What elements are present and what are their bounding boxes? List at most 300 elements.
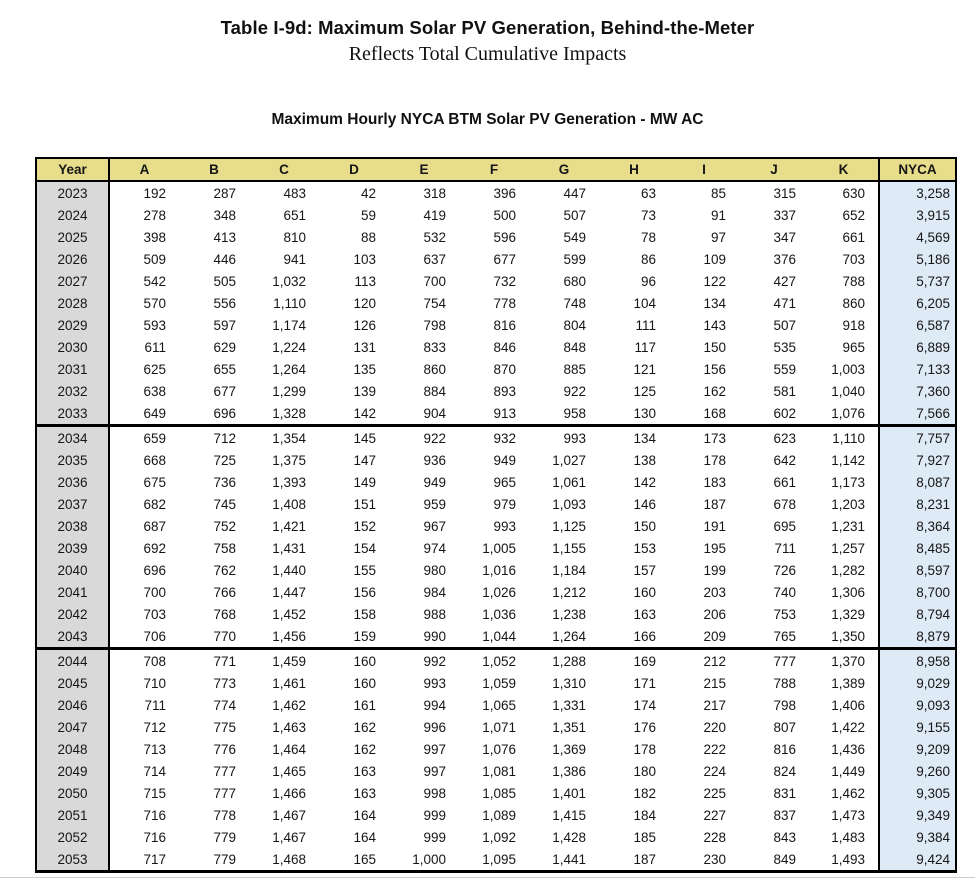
year-cell: 2032 bbox=[36, 380, 109, 402]
value-cell: 997 bbox=[423, 763, 446, 779]
table-heading: Maximum Hourly NYCA BTM Solar PV Generation - MW AC bbox=[271, 111, 704, 128]
value-cell: 174 bbox=[633, 697, 656, 713]
value-cell: 1,076 bbox=[482, 741, 516, 757]
value-cell: 748 bbox=[563, 295, 586, 311]
value-cell: 798 bbox=[773, 697, 796, 713]
table-row bbox=[36, 848, 956, 872]
value-cell: 131 bbox=[353, 339, 376, 355]
value-cell: 509 bbox=[143, 251, 166, 267]
value-cell: 227 bbox=[703, 807, 726, 823]
nyca-cell: 5,186 bbox=[879, 248, 956, 270]
value-cell: 1,354 bbox=[249, 426, 319, 450]
value-cell: 1,224 bbox=[272, 339, 306, 355]
value-cell: 376 bbox=[773, 251, 796, 267]
value-cell: 1,467 bbox=[272, 807, 306, 823]
value-cell: 692 bbox=[143, 540, 166, 556]
nyca-cell: 9,349 bbox=[879, 804, 956, 826]
value-cell: 996 bbox=[423, 719, 446, 735]
value-cell: 1,264 bbox=[272, 361, 306, 377]
value-cell: 176 bbox=[633, 719, 656, 735]
value-cell: 1,142 bbox=[831, 452, 865, 468]
value-cell: 1,389 bbox=[831, 675, 865, 691]
value-cell: 1,173 bbox=[831, 474, 865, 490]
value-cell: 762 bbox=[213, 562, 236, 578]
value-cell: 185 bbox=[633, 829, 656, 845]
value-cell: 661 bbox=[773, 474, 796, 490]
nyca-cell: 8,700 bbox=[879, 581, 956, 603]
page-title: Table I-9d: Maximum Solar PV Generation, Behind-the-Meter bbox=[220, 17, 755, 38]
value-cell: 287 bbox=[213, 185, 236, 201]
year-cell: 2044 bbox=[36, 649, 109, 673]
nyca-cell: 9,260 bbox=[879, 760, 956, 782]
value-cell: 184 bbox=[633, 807, 656, 823]
table-row bbox=[36, 402, 956, 426]
table-row bbox=[36, 694, 956, 716]
value-cell: 596 bbox=[493, 229, 516, 245]
value-cell: 180 bbox=[633, 763, 656, 779]
value-cell: 1,203 bbox=[831, 496, 865, 512]
value-cell: 695 bbox=[773, 518, 796, 534]
value-cell: 700 bbox=[423, 273, 446, 289]
value-cell: 483 bbox=[283, 185, 306, 201]
col-header-nyca: NYCA bbox=[879, 158, 956, 181]
value-cell: 984 bbox=[423, 584, 446, 600]
value-cell: 278 bbox=[143, 207, 166, 223]
value-cell: 1,264 bbox=[552, 628, 586, 644]
value-cell: 745 bbox=[213, 496, 236, 512]
nyca-cell: 5,737 bbox=[879, 270, 956, 292]
table-row bbox=[36, 782, 956, 804]
year-cell: 2047 bbox=[36, 716, 109, 738]
value-cell: 1,449 bbox=[831, 763, 865, 779]
value-cell: 936 bbox=[423, 452, 446, 468]
year-cell: 2043 bbox=[36, 625, 109, 649]
value-cell: 122 bbox=[703, 273, 726, 289]
value-cell: 160 bbox=[633, 584, 656, 600]
nyca-cell: 8,231 bbox=[879, 493, 956, 515]
value-cell: 154 bbox=[353, 540, 376, 556]
value-cell: 771 bbox=[179, 649, 249, 673]
year-cell: 2038 bbox=[36, 515, 109, 537]
value-cell: 337 bbox=[773, 207, 796, 223]
value-cell: 1,093 bbox=[552, 496, 586, 512]
value-cell: 649 bbox=[143, 405, 166, 421]
value-cell: 157 bbox=[633, 562, 656, 578]
year-cell: 2052 bbox=[36, 826, 109, 848]
value-cell: 999 bbox=[423, 807, 446, 823]
value-cell: 710 bbox=[143, 675, 166, 691]
value-cell: 1,328 bbox=[272, 405, 306, 421]
col-header-b: B bbox=[179, 158, 249, 181]
nyca-cell: 8,485 bbox=[879, 537, 956, 559]
value-cell: 1,016 bbox=[482, 562, 516, 578]
value-cell: 726 bbox=[773, 562, 796, 578]
value-cell: 638 bbox=[143, 383, 166, 399]
value-cell: 104 bbox=[633, 295, 656, 311]
table-row bbox=[36, 559, 956, 581]
value-cell: 1,461 bbox=[272, 675, 306, 691]
value-cell: 134 bbox=[703, 295, 726, 311]
value-cell: 209 bbox=[703, 628, 726, 644]
table-row bbox=[36, 581, 956, 603]
table-row bbox=[36, 204, 956, 226]
value-cell: 602 bbox=[773, 405, 796, 421]
value-cell: 765 bbox=[773, 628, 796, 644]
value-cell: 169 bbox=[599, 649, 669, 673]
value-cell: 1,386 bbox=[552, 763, 586, 779]
value-cell: 1,408 bbox=[272, 496, 306, 512]
value-cell: 109 bbox=[703, 251, 726, 267]
value-cell: 507 bbox=[773, 317, 796, 333]
value-cell: 831 bbox=[773, 785, 796, 801]
value-cell: 1,452 bbox=[272, 606, 306, 622]
value-cell: 59 bbox=[360, 207, 376, 223]
value-cell: 103 bbox=[353, 251, 376, 267]
value-cell: 885 bbox=[563, 361, 586, 377]
value-cell: 1,110 bbox=[809, 426, 879, 450]
value-cell: 192 bbox=[143, 185, 166, 201]
value-cell: 120 bbox=[353, 295, 376, 311]
value-cell: 549 bbox=[563, 229, 586, 245]
col-header-d: D bbox=[319, 158, 389, 181]
value-cell: 155 bbox=[353, 562, 376, 578]
nyca-cell: 6,889 bbox=[879, 336, 956, 358]
value-cell: 91 bbox=[710, 207, 726, 223]
value-cell: 715 bbox=[143, 785, 166, 801]
value-cell: 593 bbox=[143, 317, 166, 333]
value-cell: 156 bbox=[703, 361, 726, 377]
value-cell: 708 bbox=[109, 649, 179, 673]
value-cell: 993 bbox=[423, 675, 446, 691]
value-cell: 833 bbox=[423, 339, 446, 355]
col-header-c: C bbox=[249, 158, 319, 181]
table-row bbox=[36, 537, 956, 559]
value-cell: 804 bbox=[563, 317, 586, 333]
value-cell: 126 bbox=[353, 317, 376, 333]
nyca-cell: 8,958 bbox=[879, 649, 956, 673]
value-cell: 1,440 bbox=[272, 562, 306, 578]
table-row bbox=[36, 672, 956, 694]
value-cell: 597 bbox=[213, 317, 236, 333]
value-cell: 696 bbox=[143, 562, 166, 578]
nyca-cell: 7,360 bbox=[879, 380, 956, 402]
value-cell: 199 bbox=[703, 562, 726, 578]
value-cell: 1,468 bbox=[272, 851, 306, 867]
value-cell: 652 bbox=[842, 207, 865, 223]
value-cell: 86 bbox=[640, 251, 656, 267]
table-row bbox=[36, 449, 956, 471]
year-cell: 2029 bbox=[36, 314, 109, 336]
value-cell: 206 bbox=[703, 606, 726, 622]
value-cell: 637 bbox=[423, 251, 446, 267]
nyca-cell: 7,133 bbox=[879, 358, 956, 380]
year-cell: 2041 bbox=[36, 581, 109, 603]
value-cell: 816 bbox=[493, 317, 516, 333]
table-row bbox=[36, 358, 956, 380]
value-cell: 163 bbox=[353, 763, 376, 779]
value-cell: 754 bbox=[423, 295, 446, 311]
value-cell: 542 bbox=[143, 273, 166, 289]
value-cell: 135 bbox=[353, 361, 376, 377]
value-cell: 860 bbox=[842, 295, 865, 311]
value-cell: 160 bbox=[353, 675, 376, 691]
value-cell: 675 bbox=[143, 474, 166, 490]
value-cell: 171 bbox=[633, 675, 656, 691]
year-cell: 2051 bbox=[36, 804, 109, 826]
value-cell: 159 bbox=[353, 628, 376, 644]
value-cell: 599 bbox=[563, 251, 586, 267]
value-cell: 779 bbox=[213, 829, 236, 845]
year-cell: 2025 bbox=[36, 226, 109, 248]
year-cell: 2045 bbox=[36, 672, 109, 694]
nyca-cell: 9,305 bbox=[879, 782, 956, 804]
value-cell: 775 bbox=[213, 719, 236, 735]
table-body bbox=[36, 181, 956, 872]
value-cell: 680 bbox=[563, 273, 586, 289]
value-cell: 163 bbox=[633, 606, 656, 622]
value-cell: 967 bbox=[423, 518, 446, 534]
table-row bbox=[36, 471, 956, 493]
year-cell: 2027 bbox=[36, 270, 109, 292]
value-cell: 147 bbox=[353, 452, 376, 468]
value-cell: 1,044 bbox=[482, 628, 516, 644]
nyca-cell: 3,258 bbox=[879, 181, 956, 204]
value-cell: 222 bbox=[703, 741, 726, 757]
col-header-k: K bbox=[809, 158, 879, 181]
value-cell: 581 bbox=[773, 383, 796, 399]
table-row bbox=[36, 649, 956, 673]
value-cell: 1,155 bbox=[552, 540, 586, 556]
value-cell: 843 bbox=[773, 829, 796, 845]
value-cell: 1,462 bbox=[272, 697, 306, 713]
value-cell: 1,447 bbox=[272, 584, 306, 600]
value-cell: 427 bbox=[773, 273, 796, 289]
value-cell: 1,462 bbox=[831, 785, 865, 801]
year-cell: 2048 bbox=[36, 738, 109, 760]
year-cell: 2053 bbox=[36, 848, 109, 872]
nyca-cell: 7,757 bbox=[879, 426, 956, 450]
value-cell: 630 bbox=[842, 185, 865, 201]
value-cell: 958 bbox=[563, 405, 586, 421]
value-cell: 113 bbox=[354, 273, 376, 289]
value-cell: 687 bbox=[143, 518, 166, 534]
value-cell: 130 bbox=[633, 405, 656, 421]
value-cell: 999 bbox=[423, 829, 446, 845]
nyca-cell: 3,915 bbox=[879, 204, 956, 226]
value-cell: 700 bbox=[143, 584, 166, 600]
value-cell: 988 bbox=[423, 606, 446, 622]
value-cell: 779 bbox=[213, 851, 236, 867]
value-cell: 1,027 bbox=[552, 452, 586, 468]
value-cell: 166 bbox=[633, 628, 656, 644]
col-header-a: A bbox=[109, 158, 179, 181]
value-cell: 659 bbox=[109, 426, 179, 450]
value-cell: 396 bbox=[493, 185, 516, 201]
value-cell: 1,000 bbox=[412, 851, 446, 867]
generation-table-container bbox=[35, 157, 957, 873]
value-cell: 1,401 bbox=[552, 785, 586, 801]
value-cell: 824 bbox=[773, 763, 796, 779]
value-cell: 419 bbox=[423, 207, 446, 223]
value-cell: 532 bbox=[423, 229, 446, 245]
value-cell: 162 bbox=[353, 719, 376, 735]
value-cell: 965 bbox=[493, 474, 516, 490]
year-cell: 2050 bbox=[36, 782, 109, 804]
year-cell: 2030 bbox=[36, 336, 109, 358]
value-cell: 1,493 bbox=[831, 851, 865, 867]
value-cell: 570 bbox=[143, 295, 166, 311]
value-cell: 893 bbox=[493, 383, 516, 399]
value-cell: 922 bbox=[563, 383, 586, 399]
value-cell: 500 bbox=[493, 207, 516, 223]
value-cell: 777 bbox=[213, 785, 236, 801]
value-cell: 1,370 bbox=[809, 649, 879, 673]
table-row bbox=[36, 380, 956, 402]
value-cell: 965 bbox=[842, 339, 865, 355]
value-cell: 770 bbox=[213, 628, 236, 644]
value-cell: 447 bbox=[563, 185, 586, 201]
value-cell: 149 bbox=[353, 474, 376, 490]
nyca-cell: 8,087 bbox=[879, 471, 956, 493]
year-cell: 2031 bbox=[36, 358, 109, 380]
nyca-cell: 9,209 bbox=[879, 738, 956, 760]
value-cell: 152 bbox=[353, 518, 376, 534]
value-cell: 220 bbox=[703, 719, 726, 735]
year-cell: 2026 bbox=[36, 248, 109, 270]
generation-table bbox=[35, 157, 957, 873]
value-cell: 753 bbox=[773, 606, 796, 622]
value-cell: 941 bbox=[283, 251, 306, 267]
value-cell: 777 bbox=[739, 649, 809, 673]
value-cell: 1,467 bbox=[272, 829, 306, 845]
value-cell: 668 bbox=[143, 452, 166, 468]
value-cell: 1,393 bbox=[272, 474, 306, 490]
value-cell: 1,005 bbox=[482, 540, 516, 556]
value-cell: 623 bbox=[739, 426, 809, 450]
value-cell: 848 bbox=[563, 339, 586, 355]
value-cell: 187 bbox=[633, 851, 656, 867]
value-cell: 807 bbox=[773, 719, 796, 735]
table-row bbox=[36, 826, 956, 848]
value-cell: 712 bbox=[179, 426, 249, 450]
year-cell: 2023 bbox=[36, 181, 109, 204]
value-cell: 224 bbox=[703, 763, 726, 779]
value-cell: 774 bbox=[213, 697, 236, 713]
year-cell: 2033 bbox=[36, 402, 109, 426]
value-cell: 1,473 bbox=[831, 807, 865, 823]
value-cell: 725 bbox=[213, 452, 236, 468]
value-cell: 1,464 bbox=[272, 741, 306, 757]
value-cell: 1,465 bbox=[272, 763, 306, 779]
value-cell: 849 bbox=[773, 851, 796, 867]
value-cell: 156 bbox=[353, 584, 376, 600]
value-cell: 1,257 bbox=[831, 540, 865, 556]
nyca-cell: 7,566 bbox=[879, 402, 956, 426]
value-cell: 150 bbox=[633, 518, 656, 534]
value-cell: 629 bbox=[213, 339, 236, 355]
value-cell: 173 bbox=[669, 426, 739, 450]
value-cell: 203 bbox=[703, 584, 726, 600]
value-cell: 162 bbox=[353, 741, 376, 757]
value-cell: 168 bbox=[703, 405, 726, 421]
value-cell: 766 bbox=[213, 584, 236, 600]
value-cell: 1,421 bbox=[272, 518, 306, 534]
value-cell: 1,026 bbox=[482, 584, 516, 600]
value-cell: 134 bbox=[599, 426, 669, 450]
nyca-cell: 6,205 bbox=[879, 292, 956, 314]
value-cell: 959 bbox=[423, 496, 446, 512]
value-cell: 85 bbox=[710, 185, 726, 201]
value-cell: 918 bbox=[842, 317, 865, 333]
value-cell: 904 bbox=[423, 405, 446, 421]
year-cell: 2035 bbox=[36, 449, 109, 471]
value-cell: 949 bbox=[423, 474, 446, 490]
value-cell: 703 bbox=[143, 606, 166, 622]
value-cell: 1,071 bbox=[482, 719, 516, 735]
table-row bbox=[36, 716, 956, 738]
year-cell: 2028 bbox=[36, 292, 109, 314]
value-cell: 178 bbox=[633, 741, 656, 757]
value-cell: 230 bbox=[703, 851, 726, 867]
value-cell: 846 bbox=[493, 339, 516, 355]
value-cell: 816 bbox=[773, 741, 796, 757]
value-cell: 682 bbox=[143, 496, 166, 512]
value-cell: 777 bbox=[213, 763, 236, 779]
value-cell: 162 bbox=[703, 383, 726, 399]
value-cell: 655 bbox=[213, 361, 236, 377]
value-cell: 191 bbox=[703, 518, 726, 534]
value-cell: 88 bbox=[360, 229, 376, 245]
value-cell: 347 bbox=[773, 229, 796, 245]
value-cell: 125 bbox=[633, 383, 656, 399]
value-cell: 798 bbox=[423, 317, 446, 333]
value-cell: 1,331 bbox=[552, 697, 586, 713]
table-row bbox=[36, 314, 956, 336]
nyca-cell: 8,364 bbox=[879, 515, 956, 537]
year-cell: 2040 bbox=[36, 559, 109, 581]
value-cell: 949 bbox=[493, 452, 516, 468]
value-cell: 1,036 bbox=[482, 606, 516, 622]
value-cell: 661 bbox=[842, 229, 865, 245]
value-cell: 1,052 bbox=[459, 649, 529, 673]
year-cell: 2049 bbox=[36, 760, 109, 782]
value-cell: 752 bbox=[213, 518, 236, 534]
value-cell: 712 bbox=[143, 719, 166, 735]
value-cell: 138 bbox=[633, 452, 656, 468]
value-cell: 1,310 bbox=[552, 675, 586, 691]
value-cell: 1,306 bbox=[831, 584, 865, 600]
value-cell: 1,003 bbox=[831, 361, 865, 377]
value-cell: 143 bbox=[703, 317, 726, 333]
value-cell: 1,351 bbox=[552, 719, 586, 735]
value-cell: 535 bbox=[773, 339, 796, 355]
value-cell: 1,212 bbox=[552, 584, 586, 600]
page-edge-line bbox=[0, 877, 975, 878]
table-row bbox=[36, 625, 956, 649]
value-cell: 1,231 bbox=[831, 518, 865, 534]
value-cell: 1,463 bbox=[272, 719, 306, 735]
value-cell: 1,369 bbox=[552, 741, 586, 757]
value-cell: 711 bbox=[144, 697, 166, 713]
value-cell: 1,040 bbox=[831, 383, 865, 399]
value-cell: 73 bbox=[640, 207, 656, 223]
col-header-i: I bbox=[669, 158, 739, 181]
value-cell: 413 bbox=[213, 229, 236, 245]
table-row bbox=[36, 270, 956, 292]
nyca-cell: 8,879 bbox=[879, 625, 956, 649]
col-header-h: H bbox=[599, 158, 669, 181]
value-cell: 556 bbox=[213, 295, 236, 311]
